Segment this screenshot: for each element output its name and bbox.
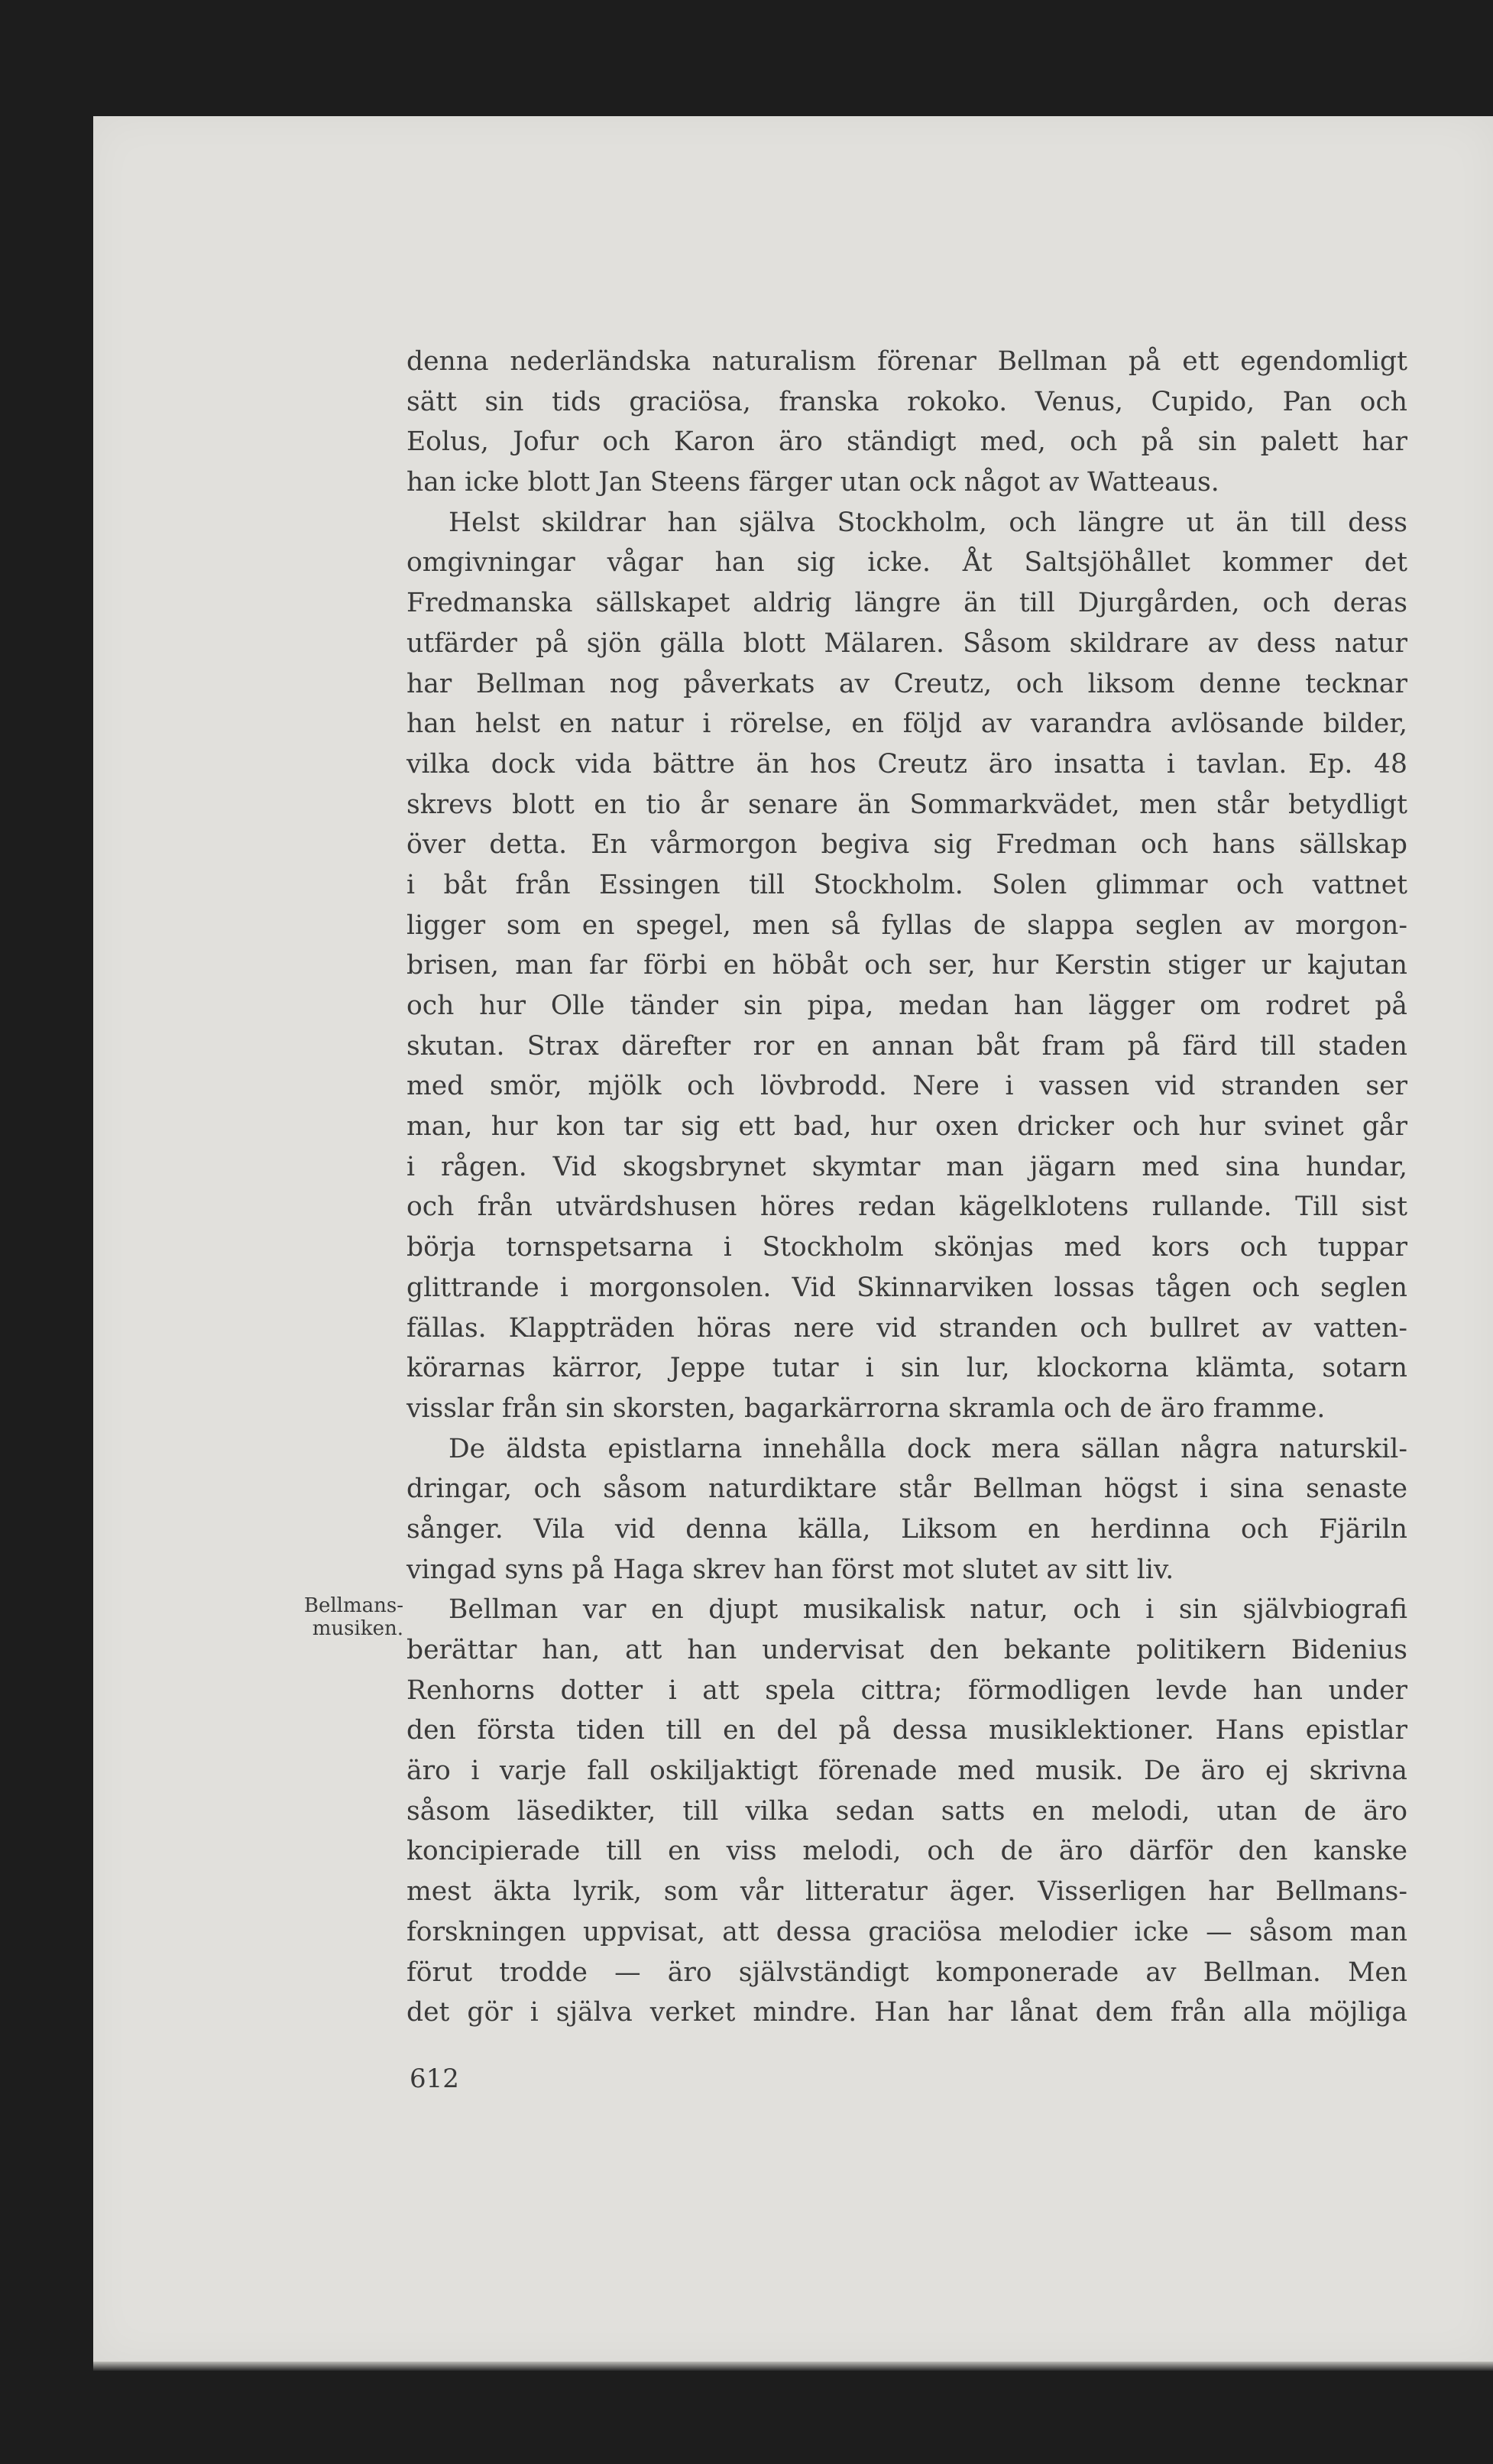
text-line: det gör i själva verket mindre. Han har lånat dem från alla möjliga [406,1997,1407,2028]
text-line: sätt sin tids graciösa, franska rokoko. Venus, Cupido, Pan och [406,386,1407,417]
text-line: med smör, mjölk och lövbrodd. Nere i vassen vid stranden ser [406,1071,1407,1102]
margin-note-line: musiken. [312,1617,403,1640]
text-line: han icke blott Jan Steens färger utan ock något av Watteaus. [406,467,1219,498]
page-bottom-edge [93,2362,1493,2371]
text-line: dringar, och såsom naturdiktare står Bellman högst i sina senaste [406,1474,1407,1505]
text-line: denna nederländska naturalism förenar Bellman på ett egendomligt [406,346,1407,377]
text-line: förut trodde — äro självständigt komponerade av Bellman. Men [406,1957,1407,1988]
text-line: vingad syns på Haga skrev han först mot slutet av sitt liv. [406,1554,1174,1585]
text-line: Renhorns dotter i att spela cittra; förmodligen levde han under [406,1675,1407,1706]
text-line: brisen, man far förbi en höbåt och ser, hur Kerstin stiger ur kajutan [406,950,1407,981]
text-line: Helst skildrar han själva Stockholm, och längre ut än till dess [449,507,1407,538]
text-line: över detta. En vårmorgon begiva sig Fredman och hans sällskap [406,829,1407,861]
text-line: Bellman var en djupt musikalisk natur, och i sin självbiografi [449,1594,1407,1626]
text-line: den första tiden till en del på dessa musiklektioner. Hans epistlar [406,1715,1407,1746]
text-line: koncipierade till en viss melodi, och de äro därför den kanske [406,1836,1407,1867]
text-line: körarnas kärror, Jeppe tutar i sin lur, klockorna klämta, sotarn [406,1353,1407,1384]
text-line: sånger. Vila vid denna källa, Liksom en herdinna och Fjäriln [406,1513,1407,1545]
text-line: De äldsta epistlarna innehålla dock mera sällan några naturskil- [449,1433,1407,1464]
text-line: mest äkta lyrik, som vår litteratur äger. Visserligen har Bellmans- [406,1876,1407,1908]
text-line: Fredmanska sällskapet aldrig längre än till Djurgården, och deras [406,588,1407,619]
text-line: vilka dock vida bättre än hos Creutz äro insatta i tavlan. Ep. 48 [406,748,1407,780]
text-line: i båt från Essingen till Stockholm. Solen glimmar och vattnet [406,869,1407,900]
text-line: skrevs blott en tio år senare än Sommarkvädet, men står betydligt [406,789,1407,820]
text-line: har Bellman nog påverkats av Creutz, och liksom denne tecknar [406,668,1407,699]
text-line: forskningen uppvisat, att dessa graciösa melodier icke — såsom man [406,1916,1407,1947]
text-line: såsom läsedikter, till vilka sedan satts en melodi, utan de äro [406,1795,1407,1827]
body-text [406,342,1407,2033]
text-line: man, hur kon tar sig ett bad, hur oxen dricker och hur svinet går [406,1111,1407,1143]
text-line: i rågen. Vid skogsbrynet skymtar man jägarn med sina hundar, [406,1151,1407,1182]
margin-note-line: Bellmans- [303,1594,403,1617]
text-line: glittrande i morgonsolen. Vid Skinnarviken lossas tågen och seglen [406,1272,1407,1303]
text-line: utfärder på sjön gälla blott Mälaren. Såsom skildrare av dess natur [406,627,1407,659]
margin-note [284,1594,403,1640]
text-line: äro i varje fall oskiljaktigt förenade med musik. De äro ej skrivna [406,1756,1407,1787]
text-line: ligger som en spegel, men så fyllas de slappa seglen av morgon- [406,909,1407,941]
text-line: han helst en natur i rörelse, en följd av varandra avlösande bilder, [406,708,1407,740]
text-line: och från utvärdshusen höres redan kägelklotens rullande. Till sist [406,1191,1407,1223]
text-line: börja tornspetsarna i Stockholm skönjas med kors och tuppar [406,1232,1407,1263]
text-line: och hur Olle tänder sin pipa, medan han lägger om rodret på [406,990,1407,1021]
text-line: berättar han, att han undervisat den bekante politikern Bidenius [406,1635,1407,1665]
text-line: omgivningar vågar han sig icke. Åt Saltsjöhållet kommer det [406,547,1407,579]
text-line: visslar från sin skorsten, bagarkärrorna skramla och de äro framme. [406,1392,1326,1424]
text-line: fällas. Klappträden höras nere vid stranden och bullret av vatten- [406,1312,1407,1344]
text-line: skutan. Strax därefter ror en annan båt fram på färd till staden [406,1030,1407,1062]
text-line: Eolus, Jofur och Karon äro ständigt med, och på sin palett har [406,426,1407,458]
page-number: 612 [410,2064,459,2094]
